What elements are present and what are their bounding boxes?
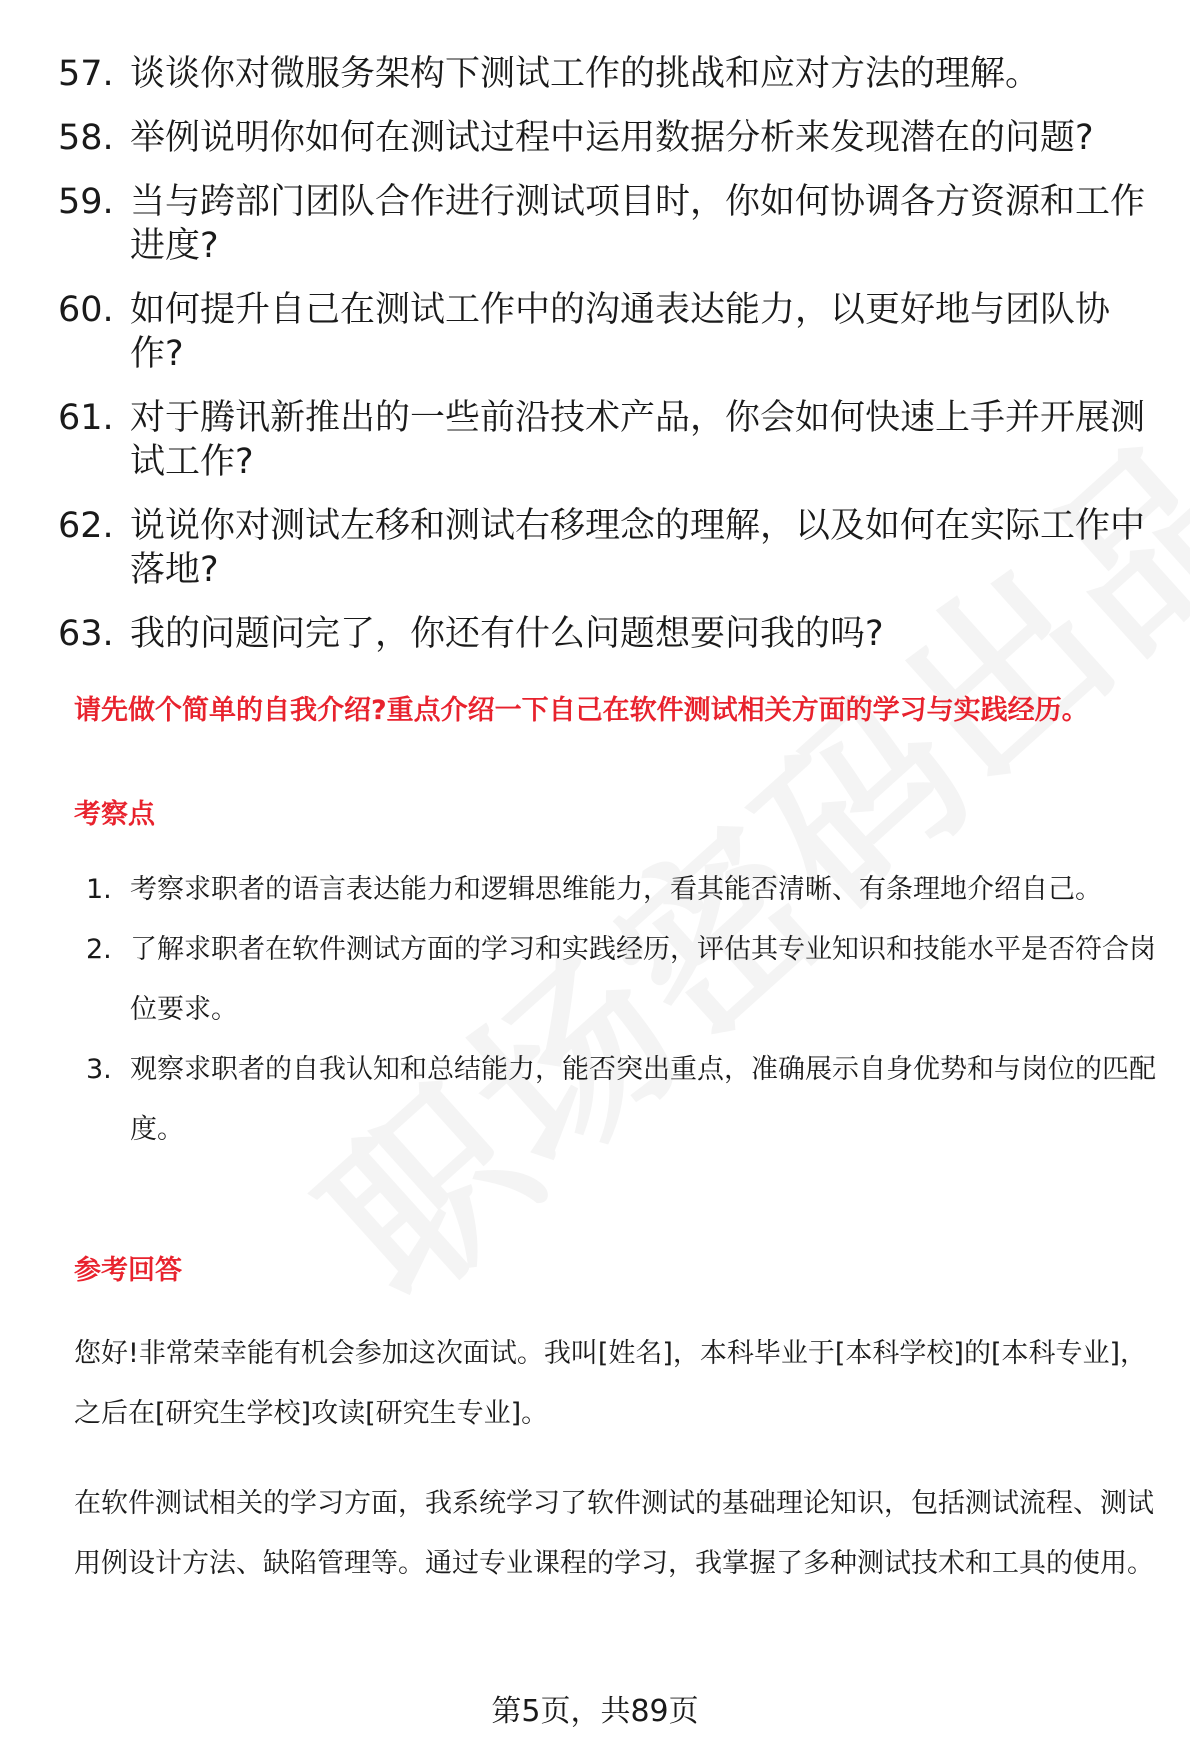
points-list — [86, 860, 1166, 1160]
point-item — [86, 860, 1166, 920]
question-text: 当与跨部门团队合作进行测试项目时，你如何协调各方资源和工作进度? — [130, 182, 1146, 266]
point-item — [86, 920, 1166, 1040]
question-item — [58, 116, 1158, 160]
point-text: 观察求职者的自我认知和总结能力，能否突出重点，准确展示自身优势和与岗位的匹配度。 — [130, 1054, 1156, 1145]
question-number: 63. — [58, 614, 114, 654]
page-footer: 第5页，共89页 — [491, 1694, 699, 1729]
question-number: 61. — [58, 398, 114, 438]
question-number: 57. — [58, 54, 114, 94]
point-number: 3. — [86, 1054, 112, 1085]
section-title: 请先做个简单的自我介绍?重点介绍一下自己在软件测试相关方面的学习与实践经历。 — [74, 695, 1089, 726]
answer-paragraph: 在软件测试相关的学习方面，我系统学习了软件测试的基础理论知识，包括测试流程、测试用例设计方法、缺陷管理等。通过专业课程的学习，我掌握了多种测试技术和工具的使用。 — [74, 1488, 1154, 1579]
answer-heading: 参考回答 — [74, 1255, 182, 1286]
point-item — [86, 1040, 1166, 1160]
question-item — [58, 52, 1158, 96]
question-text: 对于腾讯新推出的一些前沿技术产品，你会如何快速上手并开展测试工作? — [130, 398, 1146, 482]
point-number: 1. — [86, 874, 112, 905]
question-item — [58, 504, 1158, 592]
question-text: 说说你对测试左移和测试右移理念的理解，以及如何在实际工作中落地? — [130, 506, 1146, 590]
question-number: 62. — [58, 506, 114, 546]
point-text: 考察求职者的语言表达能力和逻辑思维能力，看其能否清晰、有条理地介绍自己。 — [130, 874, 1102, 905]
point-text: 了解求职者在软件测试方面的学习和实践经历，评估其专业知识和技能水平是否符合岗位要求。 — [130, 934, 1156, 1025]
question-number: 59. — [58, 182, 114, 222]
question-text: 谈谈你对微服务架构下测试工作的挑战和应对方法的理解。 — [130, 54, 1041, 94]
question-number: 60. — [58, 290, 114, 330]
question-item — [58, 396, 1158, 484]
question-item — [58, 612, 1158, 656]
question-number: 58. — [58, 118, 114, 158]
answer-paragraph: 您好!非常荣幸能有机会参加这次面试。我叫[姓名]，本科毕业于[本科学校]的[本科专业]，之后在[研究生学校]攻读[研究生专业]。 — [74, 1338, 1148, 1429]
question-item — [58, 180, 1158, 268]
points-heading: 考察点 — [74, 799, 155, 830]
question-item — [58, 288, 1158, 376]
question-text: 如何提升自己在测试工作中的沟通表达能力，以更好地与团队协作? — [130, 290, 1111, 374]
point-number: 2. — [86, 934, 112, 965]
question-list — [58, 52, 1158, 676]
question-text: 举例说明你如何在测试过程中运用数据分析来发现潜在的问题? — [130, 118, 1094, 158]
question-text: 我的问题问完了，你还有什么问题想要问我的吗? — [130, 614, 884, 654]
